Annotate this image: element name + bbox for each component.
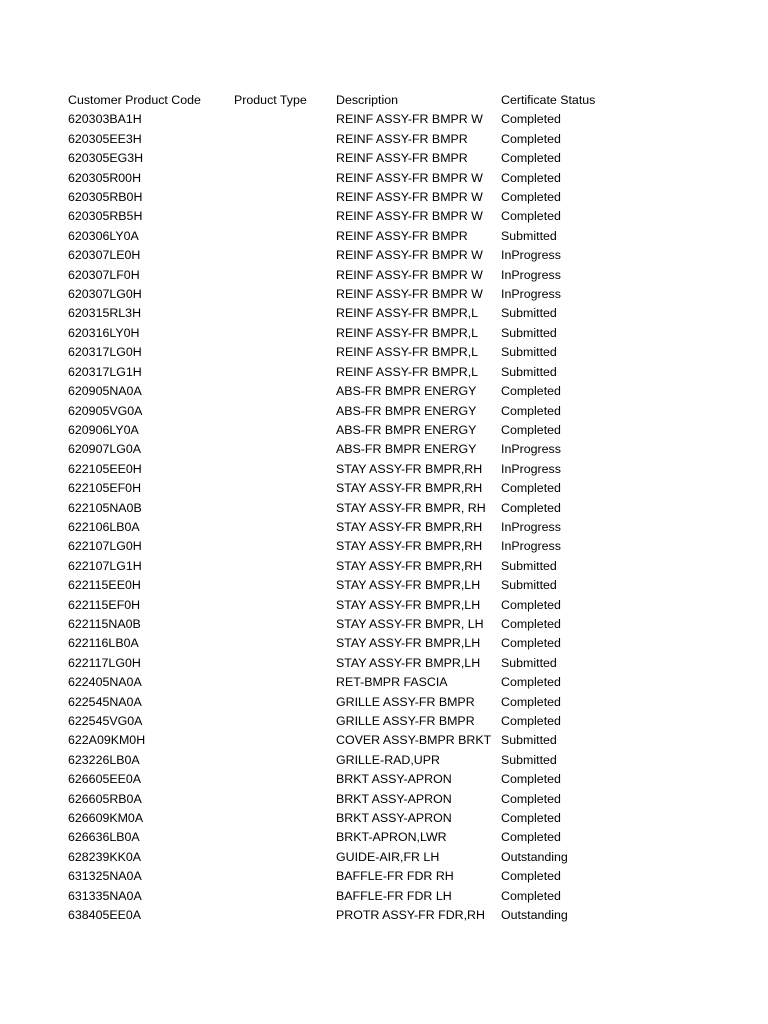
cell-description: STAY ASSY-FR BMPR, RH [336,500,486,515]
cell-customer-product-code: 626605RB0A [68,791,142,806]
cell-product-type [234,809,336,828]
table-row [68,848,628,867]
table-row [68,382,628,401]
cell-customer-product-code: 620307LF0H [68,267,140,282]
cell-certificate-status: Completed [501,636,561,651]
cell-description: STAY ASSY-FR BMPR,RH [336,461,483,476]
cell-product-type [234,557,336,576]
table-row [68,615,628,634]
table-row [68,207,628,226]
table-row [68,324,628,343]
cell-customer-product-code: 620907LG0A [68,442,142,457]
cell-certificate-status: Submitted [501,306,557,321]
cell-certificate-status: Completed [501,403,561,418]
cell-description: REINF ASSY-FR BMPR [336,151,468,166]
cell-description: GUIDE-AIR,FR LH [336,849,440,864]
table-row [68,596,628,615]
cell-certificate-status: Submitted [501,578,557,593]
cell-product-type [234,848,336,867]
cell-product-type [234,731,336,750]
table-row [68,343,628,362]
cell-customer-product-code: 622117LG0H [68,655,141,670]
cell-product-type [234,246,336,265]
cell-certificate-status: Completed [501,694,561,709]
table-row [68,693,628,712]
cell-certificate-status: Submitted [501,325,557,340]
cell-certificate-status: Completed [501,675,561,690]
cell-customer-product-code: 620305RB0H [68,190,143,205]
cell-customer-product-code: 622106LB0A [68,519,140,534]
cell-certificate-status: Submitted [501,345,557,360]
cell-description: PROTR ASSY-FR FDR,RH [336,908,485,923]
table-body [68,110,628,925]
cell-description: REINF ASSY-FR BMPR W [336,190,483,205]
cell-certificate-status: Completed [501,151,561,166]
header-description: Description [336,93,398,107]
cell-certificate-status: Completed [501,811,561,826]
cell-product-type [234,149,336,168]
table-row [68,169,628,188]
table-row [68,402,628,421]
table-row [68,828,628,847]
cell-certificate-status: Completed [501,422,561,437]
cell-product-type [234,285,336,304]
header-product-type: Product Type [234,93,307,107]
cell-description: REINF ASSY-FR BMPR W [336,267,483,282]
cell-customer-product-code: 622105EF0H [68,481,142,496]
header-customer-product-code: Customer Product Code [68,93,201,107]
table-row [68,576,628,595]
cell-product-type [234,499,336,518]
cell-description: GRILLE-RAD,UPR [336,752,440,767]
cell-product-type [234,479,336,498]
table-row [68,731,628,750]
cell-customer-product-code: 620305RB5H [68,209,143,224]
cell-certificate-status: Submitted [501,733,557,748]
cell-description: REINF ASSY-FR BMPR,L [336,306,479,321]
cell-customer-product-code: 622105EE0H [68,461,142,476]
cell-customer-product-code: 622A09KM0H [68,733,146,748]
cell-product-type [234,440,336,459]
cell-description: STAY ASSY-FR BMPR,LH [336,578,481,593]
table-row [68,887,628,906]
cell-description: GRILLE ASSY-FR BMPR [336,714,475,728]
cell-customer-product-code: 620315RL3H [68,306,142,321]
cell-description: ABS-FR BMPR ENERGY [336,403,477,418]
table-row [68,499,628,518]
cell-product-type [234,266,336,285]
cell-customer-product-code: 620305R00H [68,170,142,185]
cell-description: ABS-FR BMPR ENERGY [336,442,477,457]
cell-description: STAY ASSY-FR BMPR,RH [336,539,483,554]
cell-product-type [234,382,336,401]
header-row [68,91,628,110]
cell-customer-product-code: 620305EE3H [68,131,142,146]
cell-certificate-status: InProgress [501,519,561,534]
cell-customer-product-code: 620317LG0H [68,345,142,360]
table-row [68,654,628,673]
cell-product-type [234,673,336,692]
cell-certificate-status: Outstanding [501,908,568,923]
cell-product-type [234,634,336,653]
table-row [68,421,628,440]
cell-description: REINF ASSY-FR BMPR W [336,248,483,263]
cell-certificate-status: Completed [501,500,561,515]
cell-description: REINF ASSY-FR BMPR W [336,209,483,224]
cell-customer-product-code: 626609KM0A [68,811,144,826]
cell-certificate-status: Completed [501,714,561,728]
cell-description: REINF ASSY-FR BMPR,L [336,364,479,379]
cell-description: REINF ASSY-FR BMPR W [336,170,483,185]
cell-product-type [234,188,336,207]
cell-description: STAY ASSY-FR BMPR, LH [336,616,484,631]
cell-customer-product-code: 631335NA0A [68,888,142,903]
cell-description: COVER ASSY-BMPR BRKT [336,733,492,748]
cell-product-type [234,110,336,129]
product-certificate-table [68,91,628,925]
cell-certificate-status: Submitted [501,655,557,670]
cell-certificate-status: Completed [501,190,561,205]
cell-product-type [234,324,336,343]
cell-product-type [234,421,336,440]
cell-product-type [234,770,336,789]
table-row [68,285,628,304]
cell-certificate-status: Completed [501,112,561,127]
cell-certificate-status: Completed [501,772,561,787]
table-row [68,460,628,479]
cell-customer-product-code: 622545NA0A [68,694,142,709]
cell-customer-product-code: 620307LE0H [68,248,141,263]
table-row [68,188,628,207]
cell-certificate-status: Submitted [501,752,557,767]
cell-product-type [234,537,336,556]
cell-product-type [234,518,336,537]
cell-certificate-status: Completed [501,616,561,631]
cell-product-type [234,227,336,246]
cell-certificate-status: Completed [501,597,561,612]
cell-description: STAY ASSY-FR BMPR,LH [336,636,481,651]
cell-product-type [234,169,336,188]
cell-product-type [234,304,336,323]
cell-customer-product-code: 622115EF0H [68,597,141,612]
table-row [68,130,628,149]
table-row [68,149,628,168]
cell-customer-product-code: 622107LG1H [68,558,142,573]
cell-certificate-status: Completed [501,481,561,496]
cell-certificate-status: InProgress [501,267,561,282]
cell-description: STAY ASSY-FR BMPR,RH [336,558,483,573]
cell-description: BRKT ASSY-APRON [336,791,452,806]
cell-description: BAFFLE-FR FDR RH [336,869,454,884]
cell-customer-product-code: 622115EE0H [68,578,141,593]
cell-customer-product-code: 638405EE0A [68,908,142,923]
cell-customer-product-code: 620303BA1H [68,112,142,127]
cell-customer-product-code: 620906LY0A [68,422,139,437]
table-row [68,906,628,925]
cell-customer-product-code: 620905VG0A [68,403,143,418]
cell-product-type [234,790,336,809]
cell-description: BRKT ASSY-APRON [336,772,452,787]
table-row [68,809,628,828]
cell-description: BAFFLE-FR FDR LH [336,888,452,903]
cell-product-type [234,712,336,731]
cell-product-type [234,130,336,149]
cell-certificate-status: Completed [501,209,561,224]
cell-product-type [234,576,336,595]
cell-customer-product-code: 622105NA0B [68,500,142,515]
cell-product-type [234,343,336,362]
cell-description: STAY ASSY-FR BMPR,LH [336,655,481,670]
table-row [68,867,628,886]
table-row [68,363,628,382]
cell-product-type [234,402,336,421]
cell-description: REINF ASSY-FR BMPR W [336,287,483,302]
cell-description: REINF ASSY-FR BMPR [336,131,468,146]
cell-product-type [234,460,336,479]
cell-certificate-status: Submitted [501,228,557,243]
cell-customer-product-code: 626636LB0A [68,830,140,845]
cell-product-type [234,207,336,226]
cell-certificate-status: InProgress [501,539,561,554]
cell-customer-product-code: 620316LY0H [68,325,140,340]
table-row [68,712,628,731]
cell-customer-product-code: 620305EG3H [68,151,144,166]
cell-customer-product-code: 622115NA0B [68,616,141,631]
cell-certificate-status: Completed [501,170,561,185]
cell-certificate-status: Completed [501,830,561,845]
cell-customer-product-code: 620317LG1H [68,364,142,379]
table-row [68,557,628,576]
table-row [68,673,628,692]
cell-customer-product-code: 620905NA0A [68,384,142,399]
cell-certificate-status: Completed [501,888,561,903]
cell-product-type [234,596,336,615]
cell-customer-product-code: 620307LG0H [68,287,142,302]
cell-description: STAY ASSY-FR BMPR,RH [336,481,483,496]
cell-product-type [234,867,336,886]
cell-certificate-status: Completed [501,131,561,146]
cell-customer-product-code: 623226LB0A [68,752,140,767]
table-row [68,770,628,789]
cell-customer-product-code: 622405NA0A [68,675,142,690]
cell-certificate-status: Completed [501,384,561,399]
cell-product-type [234,906,336,925]
table-row [68,790,628,809]
cell-description: GRILLE ASSY-FR BMPR [336,694,475,709]
table-row [68,246,628,265]
table-row [68,304,628,323]
cell-certificate-status: InProgress [501,461,561,476]
cell-description: REINF ASSY-FR BMPR [336,228,468,243]
cell-certificate-status: Completed [501,791,561,806]
cell-description: RET-BMPR FASCIA [336,675,448,690]
cell-certificate-status: InProgress [501,442,561,457]
table-row [68,518,628,537]
cell-customer-product-code: 628239KK0A [68,849,142,864]
cell-description: REINF ASSY-FR BMPR W [336,112,483,127]
table-row [68,110,628,129]
cell-certificate-status: Completed [501,869,561,884]
cell-product-type [234,693,336,712]
cell-description: STAY ASSY-FR BMPR,LH [336,597,481,612]
cell-description: ABS-FR BMPR ENERGY [336,384,477,399]
cell-customer-product-code: 620306LY0A [68,228,139,243]
table-row [68,440,628,459]
certificate-status-sheet [68,91,728,925]
cell-certificate-status: Outstanding [501,849,568,864]
cell-description: STAY ASSY-FR BMPR,RH [336,519,483,534]
table-row [68,266,628,285]
cell-product-type [234,363,336,382]
table-row [68,537,628,556]
cell-customer-product-code: 622545VG0A [68,714,143,728]
cell-product-type [234,828,336,847]
header-certificate-status: Certificate Status [501,93,596,107]
table-row [68,751,628,770]
cell-customer-product-code: 631325NA0A [68,869,142,884]
cell-description: REINF ASSY-FR BMPR,L [336,325,479,340]
cell-certificate-status: Submitted [501,364,557,379]
cell-customer-product-code: 626605EE0A [68,772,142,787]
cell-certificate-status: InProgress [501,248,561,263]
cell-description: BRKT ASSY-APRON [336,811,452,826]
cell-certificate-status: InProgress [501,287,561,302]
cell-description: ABS-FR BMPR ENERGY [336,422,477,437]
cell-certificate-status: Submitted [501,558,557,573]
cell-description: BRKT-APRON,LWR [336,830,447,845]
cell-description: REINF ASSY-FR BMPR,L [336,345,479,360]
table-row [68,227,628,246]
table-row [68,479,628,498]
cell-product-type [234,615,336,634]
cell-customer-product-code: 622107LG0H [68,539,142,554]
cell-product-type [234,887,336,906]
cell-customer-product-code: 622116LB0A [68,636,139,651]
cell-product-type [234,751,336,770]
cell-product-type [234,654,336,673]
table-row [68,634,628,653]
